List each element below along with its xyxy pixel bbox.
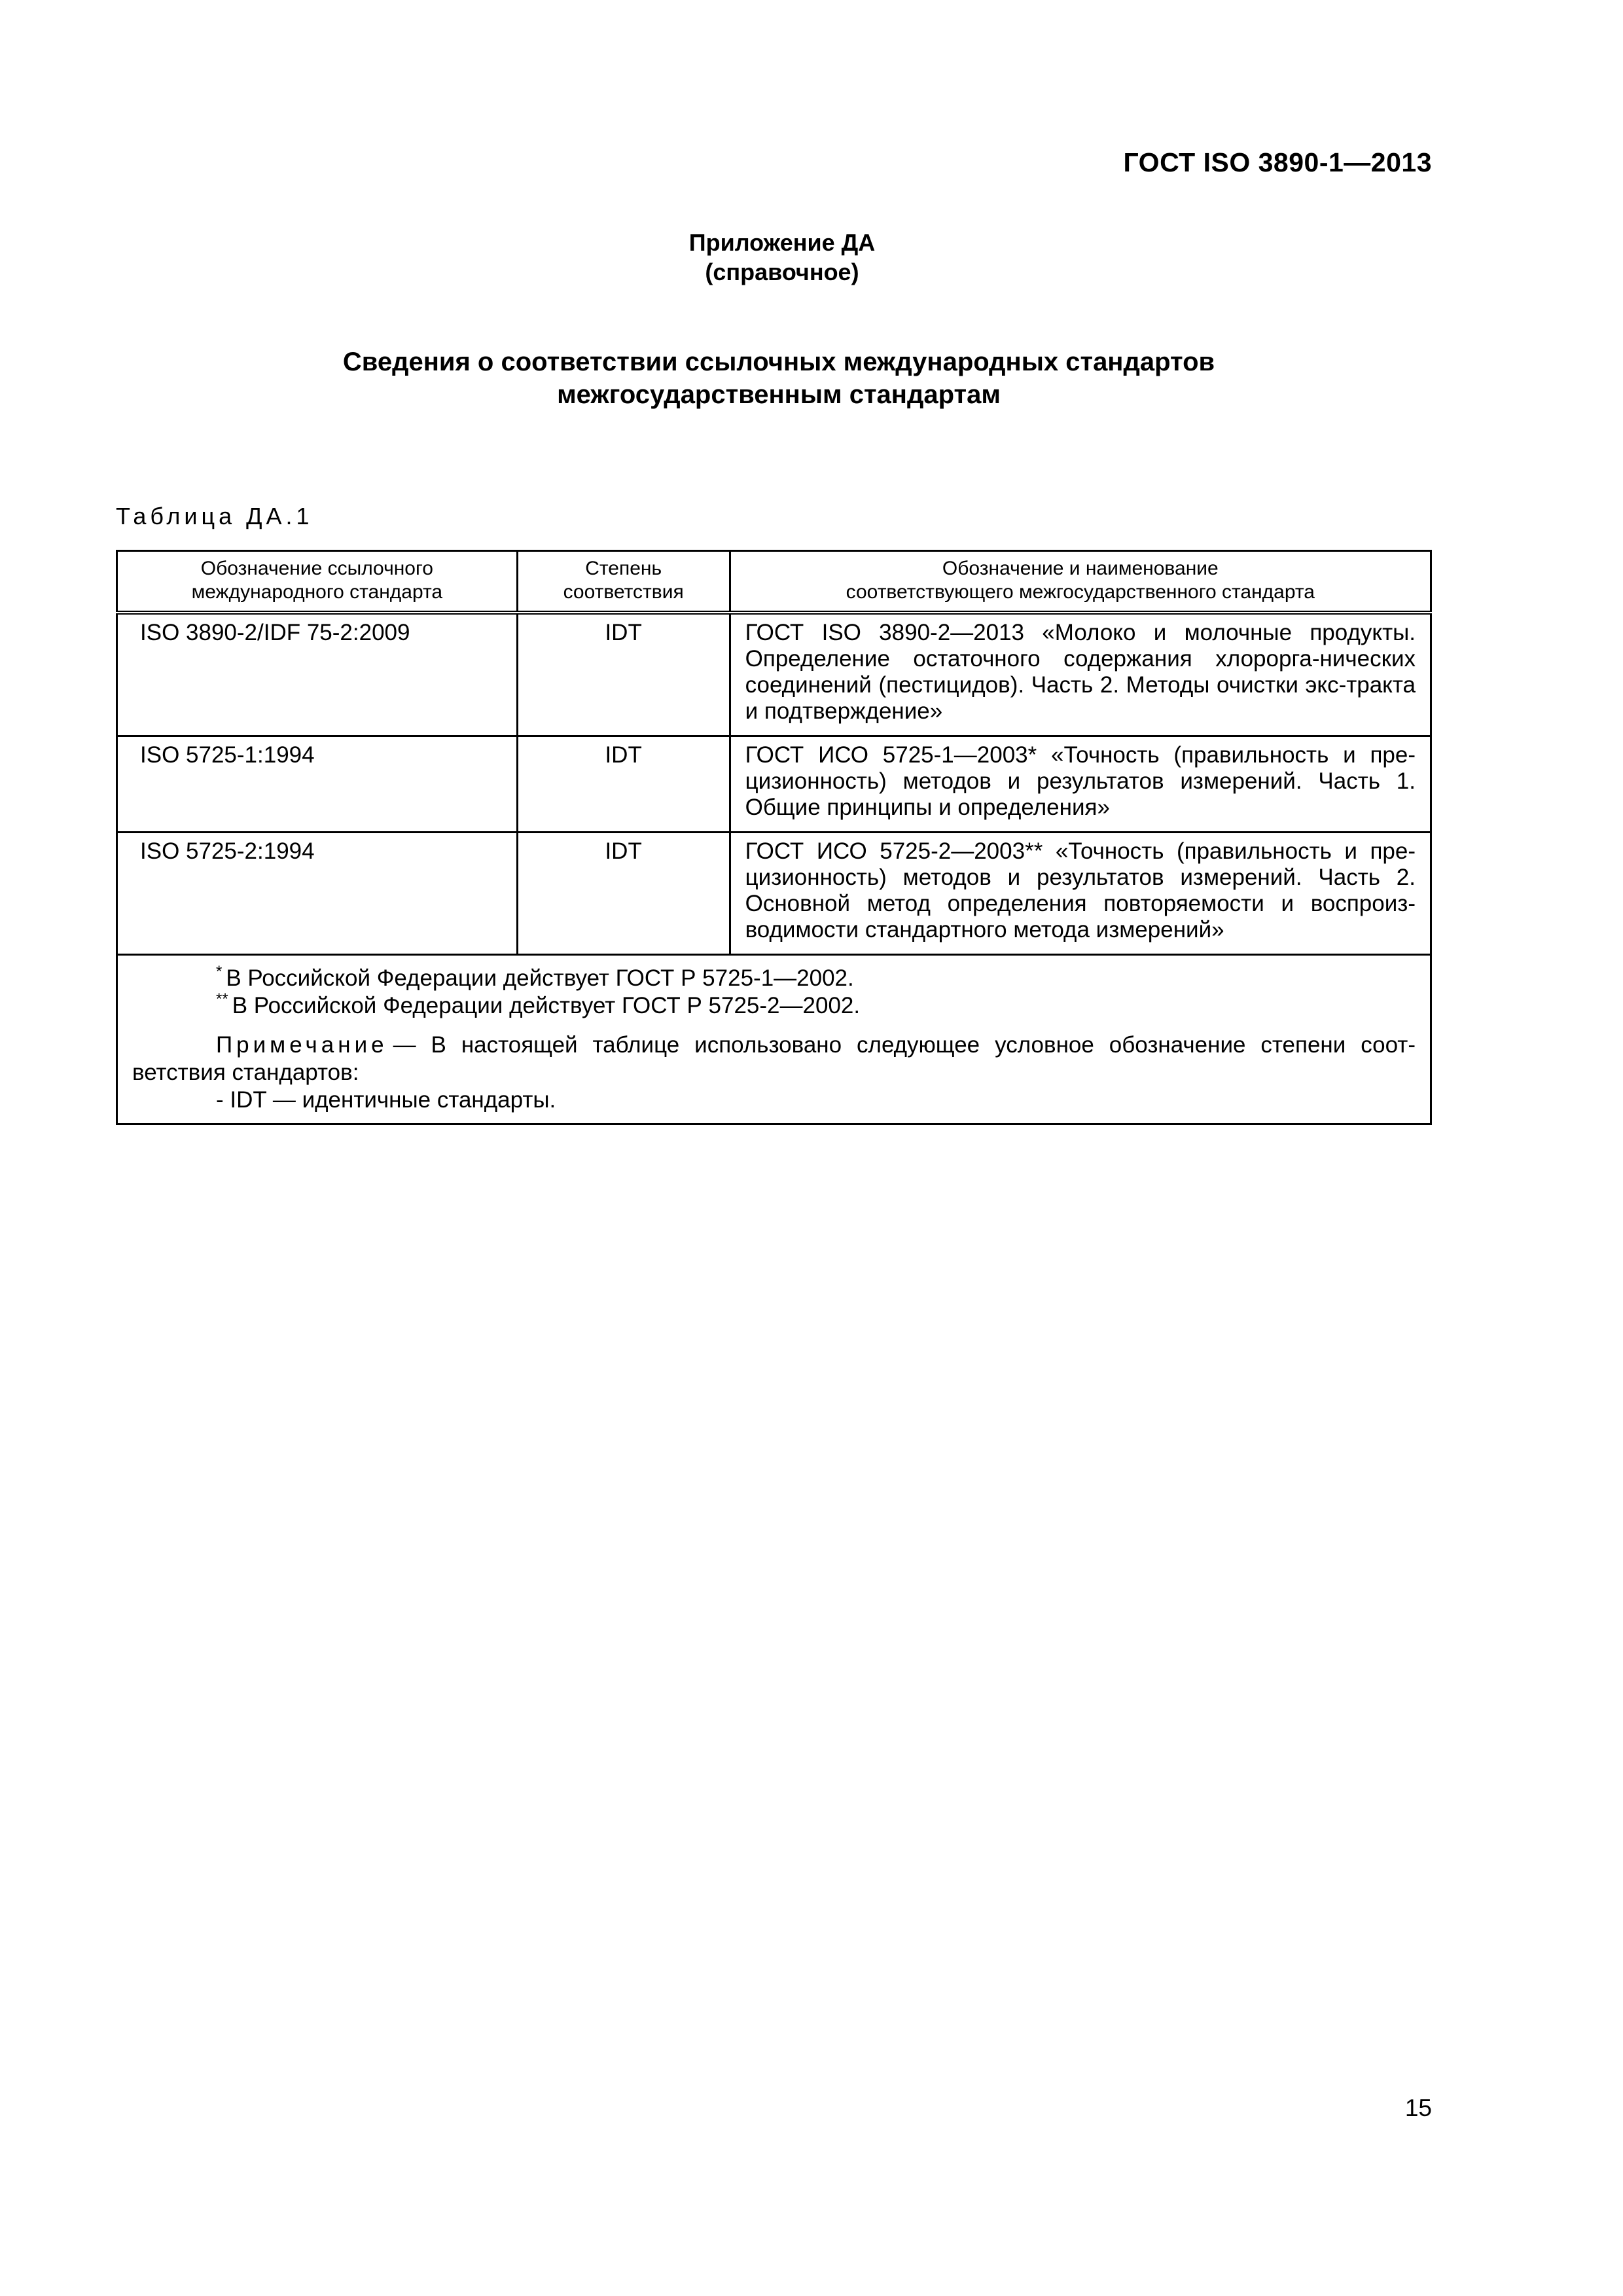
section-title-line-1: Сведения о соответствии ссылочных международных стандартов <box>342 348 1215 376</box>
document-code: ГОСТ ISO 3890-1—2013 <box>1123 147 1432 177</box>
header-line: Степень <box>585 558 662 579</box>
cell-gost: ГОСТ ИСО 5725-1—2003* «Точность (правильность и пре-цизионность) методов и результатов измерений. Часть 1. Общие принципы и определения» <box>730 736 1431 833</box>
cell-gost: ГОСТ ИСО 5725-2—2003** «Точность (правильность и пре-цизионность) методов и результатов измерений. Часть 2. Основной метод определения повторяемости и воспроиз-водимости стандартного метода измерений» <box>730 833 1431 955</box>
header-line: международного стандарта <box>191 581 443 603</box>
table-row <box>117 613 1431 736</box>
header-interstate-standard <box>730 551 1431 613</box>
table-header-row <box>117 551 1431 613</box>
appendix-type: (справочное) <box>705 259 859 285</box>
table-footer-row <box>117 955 1431 1124</box>
footnote-mark: ** <box>216 990 228 1008</box>
header-line: Обозначение и наименование <box>942 558 1219 579</box>
header-line: соответствующего межгосударственного стандарта <box>846 581 1315 603</box>
cell-iso: ISO 3890-2/IDF 75-2:2009 <box>117 613 518 736</box>
cell-degree: IDT <box>517 736 730 833</box>
cell-degree: IDT <box>517 613 730 736</box>
footnote-mark: * <box>216 963 223 980</box>
header-line: соответствия <box>563 581 684 603</box>
header-line: Обозначение ссылочного <box>200 558 433 579</box>
cell-iso: ISO 5725-1:1994 <box>117 736 518 833</box>
footnote <box>132 992 1416 1020</box>
table-caption: Таблица ДА.1 <box>116 503 313 529</box>
section-title <box>0 346 1558 411</box>
appendix-heading <box>0 228 1564 287</box>
note-item: - IDT — идентичные стандарты. <box>216 1087 556 1113</box>
note-text: — В настоящей таблице использовано следующее условное обозначение степени соот-ветствия стандартов: <box>132 1032 1416 1085</box>
header-degree <box>517 551 730 613</box>
correspondence-table <box>116 550 1432 1125</box>
cell-gost: ГОСТ ISO 3890-2—2013 «Молоко и молочные продукты. Определение остаточного содержания хлорорга-нических соединений (пестицидов). Часть 2. Методы очистки экс-тракта и подтверждение» <box>730 613 1431 736</box>
footnote <box>132 965 1416 992</box>
section-title-line-2: межгосударственным стандартам <box>557 380 1001 409</box>
cell-degree: IDT <box>517 833 730 955</box>
table-notes <box>117 955 1431 1124</box>
cell-iso: ISO 5725-2:1994 <box>117 833 518 955</box>
table-row <box>117 833 1431 955</box>
appendix-title: Приложение ДА <box>688 229 876 256</box>
header-international-standard <box>117 551 518 613</box>
footnote-text: В Российской Федерации действует ГОСТ Р 5725-1—2002. <box>226 965 854 991</box>
table-note <box>132 1031 1416 1086</box>
page-number: 15 <box>1404 2094 1432 2121</box>
table-row <box>117 736 1431 833</box>
note-label: Примечание <box>216 1032 388 1058</box>
footnote-text: В Российской Федерации действует ГОСТ Р 5725-2—2002. <box>232 993 861 1018</box>
